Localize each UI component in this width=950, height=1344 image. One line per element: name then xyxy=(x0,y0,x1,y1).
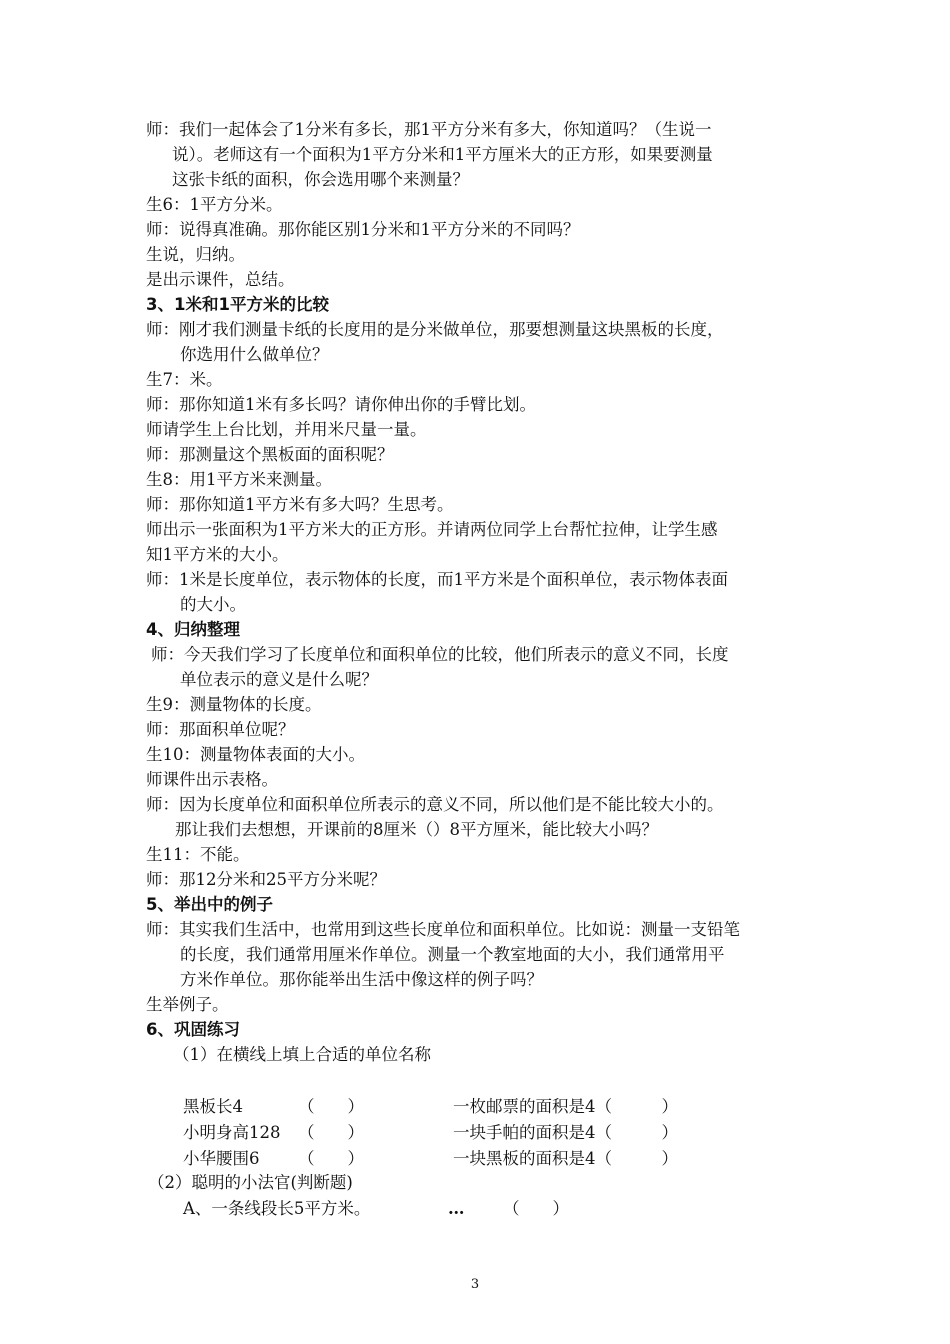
text-line: 师请学生上台比划，并用米尺量一量。 xyxy=(146,420,427,439)
text-line: 生6：1平方分米。 xyxy=(146,195,283,214)
judge-title: （2）聪明的小法官(判断题) xyxy=(148,1173,353,1192)
section-heading: 3、1米和1平方米的比较 xyxy=(146,295,329,314)
text-line: 说）。老师这有一个面积为1平方分米和1平方厘米大的正方形，如果要测量 xyxy=(172,145,713,164)
text-line: 方米作单位。那你能举出生活中像这样的例子吗？ xyxy=(180,970,543,989)
text-line: 师：那12分米和25平方分米呢？ xyxy=(146,870,386,889)
text-line: 师：刚才我们测量卡纸的长度用的是分米做单位，那要想测量这块黑板的长度， xyxy=(146,320,724,339)
text-line: 师：那你知道1平方米有多大吗？生思考。 xyxy=(146,495,454,514)
text-line: （1）在横线上填上合适的单位名称 xyxy=(173,1045,431,1064)
text-line: 师课件出示表格。 xyxy=(146,770,278,789)
text-line: 师：1米是长度单位，表示物体的长度，而1平方米是个面积单位，表示物体表面 xyxy=(146,570,728,589)
text-line: 师：那你知道1米有多长吗？请你伸出你的手臂比划。 xyxy=(146,395,536,414)
exercise-paren-1: （ ） xyxy=(298,1097,364,1116)
text-line: 师：因为长度单位和面积单位所表示的意义不同，所以他们是不能比较大小的。 xyxy=(146,795,724,814)
text-line: 的长度，我们通常用厘米作单位。测量一个教室地面的大小，我们通常用平 xyxy=(180,945,725,964)
text-line: 师：那测量这个黑板面的面积呢？ xyxy=(146,445,394,464)
exercise-right-2: 一块手帕的面积是4（ ） xyxy=(453,1123,678,1142)
exercise-paren-3: （ ） xyxy=(298,1149,364,1168)
exercise-paren-2: （ ） xyxy=(298,1123,364,1142)
text-line: 的大小。 xyxy=(180,595,246,614)
text-line: 生7：米。 xyxy=(146,370,223,389)
text-line: 生8：用1平方米来测量。 xyxy=(146,470,332,489)
text-line: 师：说得真准确。那你能区别1分米和1平方分米的不同吗？ xyxy=(146,220,580,239)
judge-paren: （ ） xyxy=(503,1199,569,1218)
page-number: 3 xyxy=(470,1277,480,1292)
section-heading: 6、巩固练习 xyxy=(146,1020,240,1039)
exercise-left-3: 小华腰围6 xyxy=(183,1149,260,1168)
text-line: 师出示一张面积为1平方米大的正方形。并请两位同学上台帮忙拉伸，让学生感 xyxy=(146,520,718,539)
text-line: 那让我们去想想，开课前的8厘米（）8平方厘米，能比较大小吗？ xyxy=(175,820,658,839)
text-line: 这张卡纸的面积，你会选用哪个来测量？ xyxy=(172,170,469,189)
text-line: 生9：测量物体的长度。 xyxy=(146,695,322,714)
section-heading: 4、归纳整理 xyxy=(146,620,240,639)
exercise-right-1: 一枚邮票的面积是4（ ） xyxy=(453,1097,678,1116)
judge-dots: … xyxy=(448,1199,465,1218)
text-line: 你选用什么做单位？ xyxy=(180,345,329,364)
judge-item: A、一条线段长5平方米。 xyxy=(183,1199,371,1218)
text-line: 师：今天我们学习了长度单位和面积单位的比较，他们所表示的意义不同，长度 xyxy=(151,645,729,664)
exercise-right-3: 一块黑板的面积是4（ ） xyxy=(453,1149,678,1168)
text-line: 单位表示的意义是什么呢？ xyxy=(180,670,378,689)
text-line: 师：其实我们生活中，也常用到这些长度单位和面积单位。比如说：测量一支铅笔 xyxy=(146,920,740,939)
text-line: 生11：不能。 xyxy=(146,845,250,864)
exercise-left-2: 小明身高128 xyxy=(183,1123,281,1142)
text-line: 生举例子。 xyxy=(146,995,229,1014)
section-heading: 5、举出中的例子 xyxy=(146,895,273,914)
text-line: 师：我们一起体会了1分米有多长，那1平方分米有多大，你知道吗？（生说一 xyxy=(146,120,712,139)
text-line: 师：那面积单位呢？ xyxy=(146,720,295,739)
text-line: 生说，归纳。 xyxy=(146,245,245,264)
text-line: 生10：测量物体表面的大小。 xyxy=(146,745,365,764)
text-line: 知1平方米的大小。 xyxy=(146,545,289,564)
exercise-left-1: 黑板长4 xyxy=(183,1097,243,1116)
text-line: 是出示课件，总结。 xyxy=(146,270,295,289)
